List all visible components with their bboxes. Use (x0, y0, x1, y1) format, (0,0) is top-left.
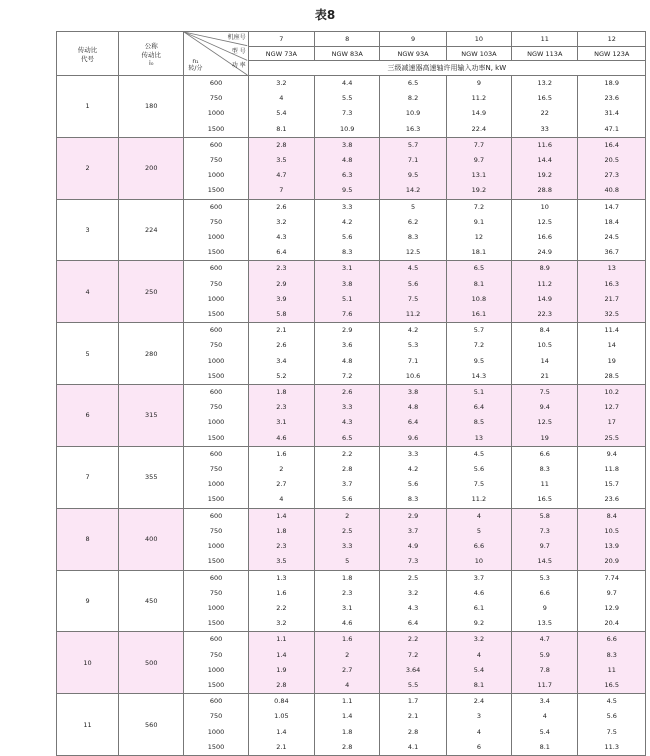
power-values-cell: 3.2 4 5.4 8.1 (248, 76, 314, 138)
power-values-cell: 2.9 3.6 4.8 7.2 (315, 323, 380, 385)
ratio-code-cell: 4 (57, 261, 119, 323)
power-caption: 三级减速器高速轴许用输入功率N, kW (248, 61, 645, 76)
speed-values-cell: 600 750 1000 1500 (184, 76, 248, 138)
speed-label: n₁ 转/分 (188, 58, 203, 72)
table-title: 表8 (314, 8, 336, 22)
power-values-cell: 6.5 8.2 10.9 16.3 (380, 76, 446, 138)
model-name: NGW 93A (380, 47, 446, 61)
power-values-cell: 4 5 6.6 10 (446, 508, 511, 570)
speed-values-cell: 600 750 1000 1500 (184, 323, 248, 385)
power-values-cell: 8.9 11.2 14.9 22.3 (512, 261, 578, 323)
table-row (57, 632, 646, 694)
model-name: NGW 73A (248, 47, 314, 61)
power-values-cell: 9 11.2 14.9 22.4 (446, 76, 511, 138)
power-values-cell: 13 16.3 21.7 32.5 (578, 261, 646, 323)
ratio-code-cell: 8 (57, 508, 119, 570)
power-values-cell: 5.7 7.2 9.5 14.3 (446, 323, 511, 385)
model-name: NGW 103A (446, 47, 511, 61)
power-values-cell: 3.7 4.6 6.1 9.2 (446, 570, 511, 632)
power-values-cell: 1.8 2.3 3.1 4.6 (315, 570, 380, 632)
table-row (57, 385, 646, 447)
nominal-ratio-cell: 355 (119, 446, 184, 508)
power-values-cell: 4.5 5.6 7.5 11.2 (446, 446, 511, 508)
table-row (57, 261, 646, 323)
ratio-code-cell: 2 (57, 137, 119, 199)
speed-values-cell: 600 750 1000 1500 (184, 261, 248, 323)
table-row (57, 508, 646, 570)
nominal-ratio-cell: 560 (119, 694, 184, 756)
power-values-cell: 2.6 3.3 4.3 6.5 (315, 385, 380, 447)
table-row (57, 694, 646, 756)
frame-number: 9 (380, 32, 446, 47)
power-values-cell: 11.6 14.4 19.2 28.8 (512, 137, 578, 199)
frame-number: 8 (315, 32, 380, 47)
power-values-cell: 2.8 3.5 4.7 7 (248, 137, 314, 199)
power-values-cell: 16.4 20.5 27.3 40.8 (578, 137, 646, 199)
model-name: NGW 83A (315, 47, 380, 61)
power-values-cell: 8.4 10.5 14 21 (512, 323, 578, 385)
power-values-cell: 3.2 4 5.4 8.1 (446, 632, 511, 694)
power-values-cell: 1.1 1.4 1.8 2.8 (315, 694, 380, 756)
speed-values-cell: 600 750 1000 1500 (184, 446, 248, 508)
speed-values-cell: 600 750 1000 1500 (184, 570, 248, 632)
frame-number: 12 (578, 32, 646, 47)
power-values-cell: 0.84 1.05 1.4 2.1 (248, 694, 314, 756)
ratio-code-cell: 9 (57, 570, 119, 632)
power-values-cell: 5.7 7.1 9.5 14.2 (380, 137, 446, 199)
power-values-cell: 4.7 5.9 7.8 11.7 (512, 632, 578, 694)
power-values-cell: 1.8 2.3 3.1 4.6 (248, 385, 314, 447)
speed-values-cell: 600 750 1000 1500 (184, 694, 248, 756)
frame-label: 机座号 (227, 34, 246, 41)
power-values-cell: 7.7 9.7 13.1 19.2 (446, 137, 511, 199)
ratio-code-header: 传动比 代号 (57, 32, 119, 76)
power-values-cell: 3.3 4.2 5.6 8.3 (380, 446, 446, 508)
frame-number: 11 (512, 32, 578, 47)
nominal-ratio-cell: 400 (119, 508, 184, 570)
power-values-cell: 11.4 14 19 28.5 (578, 323, 646, 385)
nominal-ratio-cell: 315 (119, 385, 184, 447)
nominal-ratio-cell: 224 (119, 199, 184, 261)
power-values-cell: 2.1 2.6 3.4 5.2 (248, 323, 314, 385)
power-values-cell: 5.1 6.4 8.5 13 (446, 385, 511, 447)
table-row (57, 199, 646, 261)
power-values-cell: 4.4 5.5 7.3 10.9 (315, 76, 380, 138)
power-values-cell: 6.5 8.1 10.8 16.1 (446, 261, 511, 323)
nominal-ratio-cell: 200 (119, 137, 184, 199)
power-values-cell: 18.9 23.6 31.4 47.1 (578, 76, 646, 138)
power-values-cell: 5.8 7.3 9.7 14.5 (512, 508, 578, 570)
ratio-code-cell: 10 (57, 632, 119, 694)
nominal-ratio-cell: 250 (119, 261, 184, 323)
speed-values-cell: 600 750 1000 1500 (184, 199, 248, 261)
power-values-cell: 6.6 8.3 11 16.5 (512, 446, 578, 508)
table-row (57, 446, 646, 508)
power-values-cell: 3.8 4.8 6.3 9.5 (315, 137, 380, 199)
power-values-cell: 2.5 3.2 4.3 6.4 (380, 570, 446, 632)
power-values-cell: 3.3 4.2 5.6 8.3 (315, 199, 380, 261)
model-name: NGW 123A (578, 47, 646, 61)
power-values-cell: 9.4 11.8 15.7 23.6 (578, 446, 646, 508)
table-row (57, 137, 646, 199)
frame-number: 7 (248, 32, 314, 47)
table-row (57, 76, 646, 138)
power-values-cell: 14.7 18.4 24.5 36.7 (578, 199, 646, 261)
power-values-cell: 7.74 9.7 12.9 20.4 (578, 570, 646, 632)
power-values-cell: 3.4 4 5.4 8.1 (512, 694, 578, 756)
model-name: NGW 113A (512, 47, 578, 61)
power-values-cell: 5 6.2 8.3 12.5 (380, 199, 446, 261)
diagonal-header-cell (184, 32, 248, 76)
nominal-ratio-cell: 500 (119, 632, 184, 694)
model-label: 型 号 (231, 48, 246, 55)
power-label: 功 率 (231, 62, 246, 69)
nominal-ratio-cell: 280 (119, 323, 184, 385)
power-values-cell: 10.2 12.7 17 25.5 (578, 385, 646, 447)
power-values-cell: 1.4 1.8 2.3 3.5 (248, 508, 314, 570)
speed-values-cell: 600 750 1000 1500 (184, 385, 248, 447)
ratio-code-cell: 7 (57, 446, 119, 508)
power-values-cell: 2.2 7.2 3.64 5.5 (380, 632, 446, 694)
power-values-cell: 2.6 3.2 4.3 6.4 (248, 199, 314, 261)
power-values-cell: 2 2.5 3.3 5 (315, 508, 380, 570)
ratio-code-cell: 5 (57, 323, 119, 385)
power-values-cell: 4.5 5.6 7.5 11.2 (380, 261, 446, 323)
ratio-code-cell: 6 (57, 385, 119, 447)
power-values-cell: 2.2 2.8 3.7 5.6 (315, 446, 380, 508)
power-values-cell: 3.8 4.8 6.4 9.6 (380, 385, 446, 447)
power-values-cell: 1.3 1.6 2.2 3.2 (248, 570, 314, 632)
power-values-cell: 2.3 2.9 3.9 5.8 (248, 261, 314, 323)
power-values-cell: 13.2 16.5 22 33 (512, 76, 578, 138)
power-values-cell: 5.3 6.6 9 13.5 (512, 570, 578, 632)
power-values-cell: 10 12.5 16.6 24.9 (512, 199, 578, 261)
power-values-cell: 1.7 2.1 2.8 4.1 (380, 694, 446, 756)
nominal-ratio-cell: 180 (119, 76, 184, 138)
nominal-ratio-header: 公称 传动比 i₀ (119, 32, 184, 76)
speed-values-cell: 600 750 1000 1500 (184, 508, 248, 570)
power-rating-table (56, 31, 646, 756)
speed-values-cell: 600 750 1000 1500 (184, 632, 248, 694)
nominal-ratio-cell: 450 (119, 570, 184, 632)
power-values-cell: 8.4 10.5 13.9 20.9 (578, 508, 646, 570)
power-values-cell: 6.6 8.3 11 16.5 (578, 632, 646, 694)
speed-values-cell: 600 750 1000 1500 (184, 137, 248, 199)
power-values-cell: 1.6 2 2.7 4 (315, 632, 380, 694)
table-row (57, 323, 646, 385)
power-values-cell: 1.1 1.4 1.9 2.8 (248, 632, 314, 694)
power-values-cell: 2.4 3 4 6 (446, 694, 511, 756)
power-values-cell: 7.5 9.4 12.5 19 (512, 385, 578, 447)
ratio-code-cell: 11 (57, 694, 119, 756)
ratio-code-cell: 3 (57, 199, 119, 261)
power-values-cell: 1.6 2 2.7 4 (248, 446, 314, 508)
power-values-cell: 4.5 5.6 7.5 11.3 (578, 694, 646, 756)
ratio-code-cell: 1 (57, 76, 119, 138)
power-values-cell: 7.2 9.1 12 18.1 (446, 199, 511, 261)
power-values-cell: 2.9 3.7 4.9 7.3 (380, 508, 446, 570)
power-values-cell: 3.1 3.8 5.1 7.6 (315, 261, 380, 323)
table-row (57, 570, 646, 632)
power-values-cell: 4.2 5.3 7.1 10.6 (380, 323, 446, 385)
frame-number: 10 (446, 32, 511, 47)
